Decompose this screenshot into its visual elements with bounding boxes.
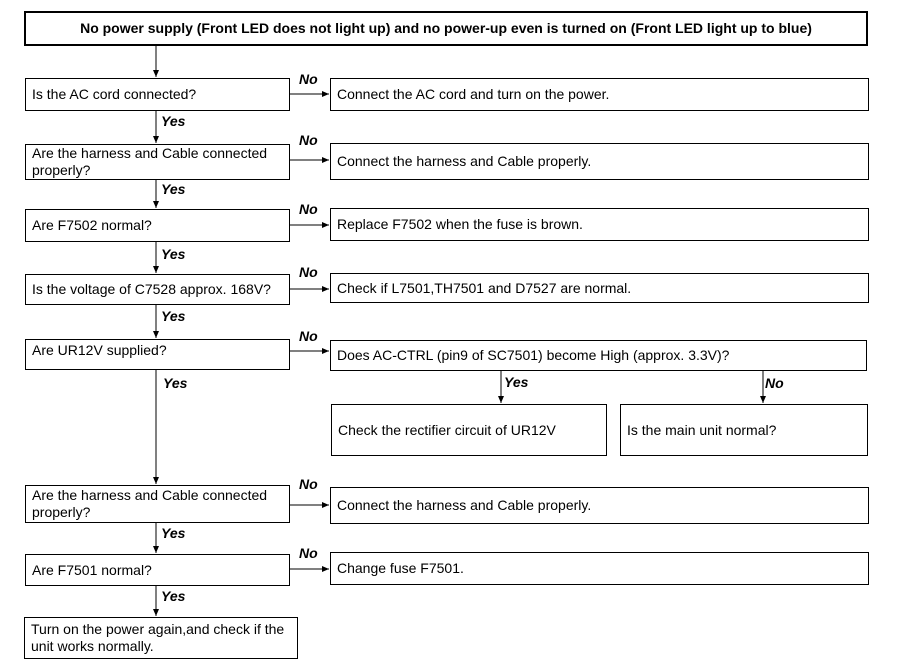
no-label: No <box>299 264 318 280</box>
no-label: No <box>299 132 318 148</box>
action-connect-harness-2: Connect the harness and Cable properly. <box>330 487 869 524</box>
yes-label: Yes <box>163 375 188 391</box>
question-f7501: Are F7501 normal? <box>25 554 290 586</box>
action-replace-f7502: Replace F7502 when the fuse is brown. <box>330 208 869 241</box>
question-harness-1: Are the harness and Cable connected properly? <box>25 144 290 180</box>
no-label: No <box>299 545 318 561</box>
yes-label: Yes <box>161 308 186 324</box>
final-step: Turn on the power again,and check if the unit works normally. <box>24 617 298 659</box>
question-ac-ctrl: Does AC-CTRL (pin9 of SC7501) become High (approx. 3.3V)? <box>330 340 867 371</box>
question-main-unit: Is the main unit normal? <box>620 404 868 456</box>
question-f7502: Are F7502 normal? <box>25 209 290 242</box>
no-label: No <box>765 375 784 391</box>
question-ac-cord: Is the AC cord connected? <box>25 78 290 111</box>
action-connect-harness-1: Connect the harness and Cable properly. <box>330 143 869 180</box>
question-ur12v: Are UR12V supplied? <box>25 339 290 370</box>
yes-label: Yes <box>161 588 186 604</box>
flowchart-title: No power supply (Front LED does not light up) and no power-up even is turned on (Front LED light up to blue) <box>24 11 868 46</box>
question-c7528-voltage: Is the voltage of C7528 approx. 168V? <box>25 274 290 305</box>
question-harness-2: Are the harness and Cable connected properly? <box>25 485 290 523</box>
yes-label: Yes <box>161 113 186 129</box>
no-label: No <box>299 71 318 87</box>
no-label: No <box>299 328 318 344</box>
action-check-rectifier: Check the rectifier circuit of UR12V <box>331 404 607 456</box>
yes-label: Yes <box>504 374 529 390</box>
no-label: No <box>299 201 318 217</box>
no-label: No <box>299 476 318 492</box>
action-check-l7501: Check if L7501,TH7501 and D7527 are normal. <box>330 273 869 303</box>
yes-label: Yes <box>161 181 186 197</box>
action-connect-ac-cord: Connect the AC cord and turn on the power. <box>330 78 869 111</box>
yes-label: Yes <box>161 246 186 262</box>
action-change-f7501: Change fuse F7501. <box>330 552 869 585</box>
yes-label: Yes <box>161 525 186 541</box>
